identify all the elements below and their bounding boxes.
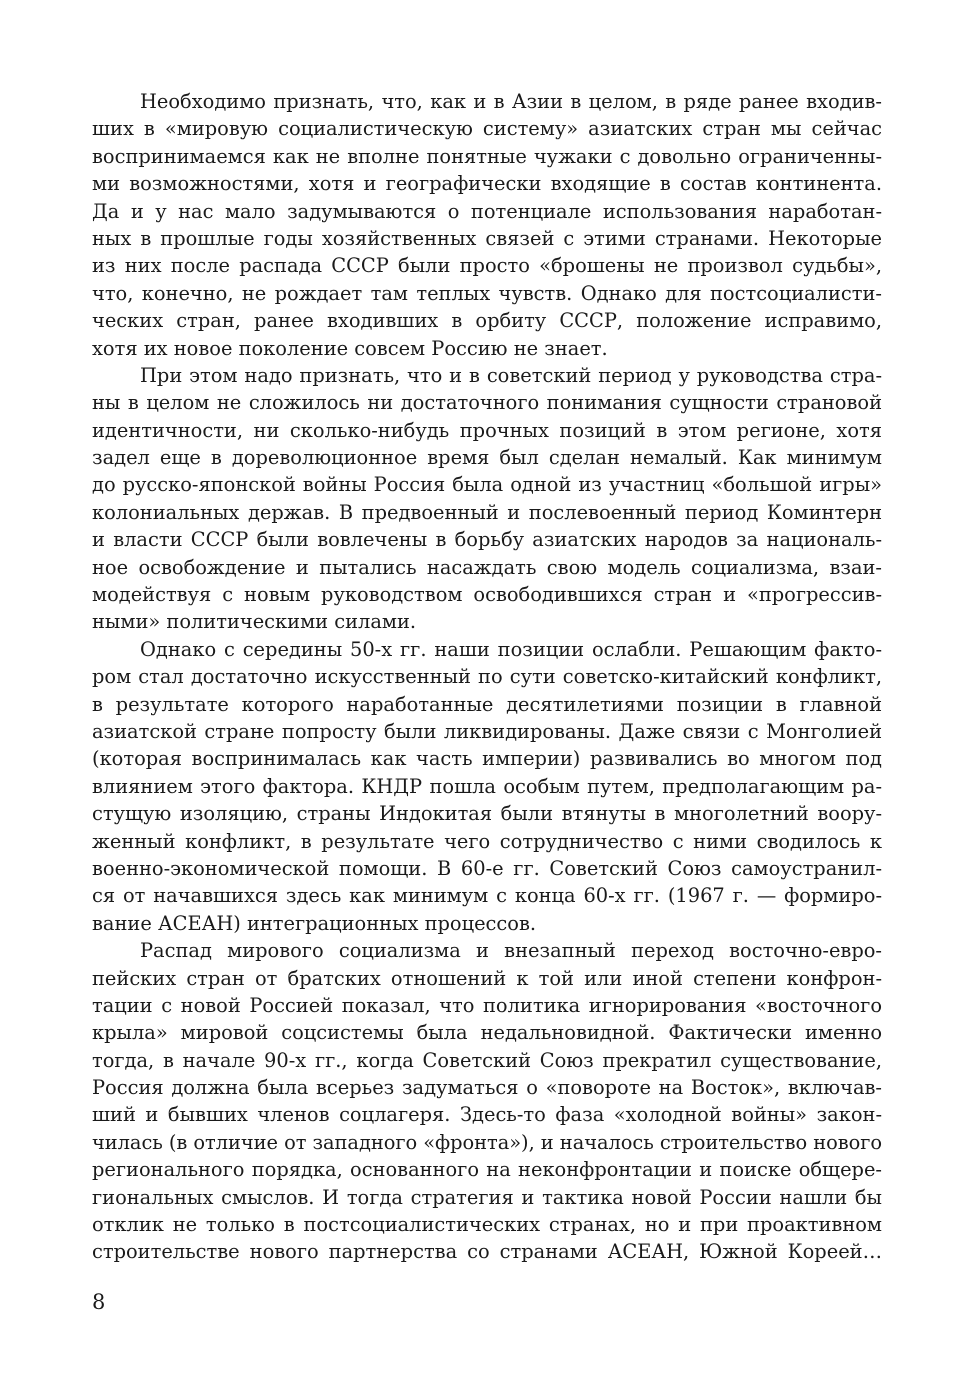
paragraph-3-line-11: вание АСЕАН) интеграционных процессов. (92, 911, 537, 935)
paragraph-4-line-11: отклик не только в постсоциалистических странах, но и при проактивном (92, 1213, 882, 1237)
paragraph-1-line-3: воспринимаемся как не вполне понятные чужаки с довольно ограниченны- (92, 144, 882, 168)
paragraph-3-line-4: азиатской стране попросту были ликвидированы. Даже связи с Монголией (92, 719, 882, 743)
paragraph-4-line-7: ший и бывших членов соцлагеря. Здесь-то фаза «холодной войны» закон- (92, 1103, 882, 1127)
paragraph-2-line-6: колониальных держав. В предвоенный и послевоенный период Коминтерн (92, 500, 882, 524)
paragraph-2-line-8: ное освобождение и пытались насаждать свою модель социализма, взаи- (92, 555, 882, 579)
paragraph-2-line-4: задел еще в дореволюционное время был сделан немалый. Как минимум (92, 446, 882, 470)
paragraph-4-line-12: строительстве нового партнерства со странами АСЕАН, Южной Кореей… (92, 1240, 882, 1264)
paragraph-1-line-1: Необходимо признать, что, как и в Азии в целом, в ряде ранее входив- (140, 90, 882, 113)
page-number: 8 (92, 1290, 106, 1314)
paragraph-4-line-8: чилась (в отличие от западного «фронта»), и началось строительство нового (92, 1130, 882, 1154)
paragraph-3-line-2: ром стал достаточно искусственный по сути советско-китайский конфликт, (92, 665, 882, 689)
paragraph-1-line-5: Да и у нас мало задумываются о потенциале использования наработан- (92, 199, 882, 223)
paragraph-2-line-3: идентичности, ни сколько-нибудь прочных позиций в этом регионе, хотя (92, 418, 882, 442)
paragraph-1-line-2: ших в «мировую социалистическую систему» азиатских стран мы сейчас (92, 117, 882, 141)
paragraph-4-line-1: Распад мирового социализма и внезапный переход восточно-евро- (140, 939, 882, 963)
paragraph-1-line-7: из них после распада СССР были просто «брошены не произвол судьбы», (92, 254, 882, 278)
paragraph-2-line-7: и власти СССР были вовлечены в борьбу азиатских народов за националь- (92, 528, 882, 552)
paragraph-3-line-1: Однако с середины 50-х гг. наши позиции ослабли. Решающим факто- (140, 637, 882, 661)
paragraph-3-line-9: военно-экономической помощи. В 60-е гг. Советский Союз самоустранил- (92, 856, 882, 880)
paragraph-4-line-5: тогда, в начале 90-х гг., когда Советский Союз прекратил существование, (92, 1048, 882, 1072)
paragraph-4-line-6: Россия должна была всерьез задуматься о «повороте на Восток», включав- (92, 1076, 882, 1100)
paragraph-1-line-4: ми возможностями, хотя и географически входящие в состав континента. (92, 172, 882, 196)
paragraph-2-line-5: до русско-японской войны Россия была одной из участниц «большой игры» (92, 473, 882, 497)
paragraph-3-line-5: (которая воспринималась как часть империи) развивались во многом под (92, 747, 882, 771)
paragraph-2-line-1: При этом надо признать, что и в советский период у руководства стра- (140, 363, 882, 387)
body-text (92, 88, 882, 1266)
paragraph-4-line-9: регионального порядка, основанного на неконфронтации и поиске общере- (92, 1158, 882, 1182)
paragraph-4-line-2: пейских стран от братских отношений к той или иной степени конфрон- (92, 966, 882, 990)
paragraph-1-line-6: ных в прошлые годы хозяйственных связей с этими странами. Некоторые (92, 226, 882, 250)
paragraph-1-line-10: хотя их новое поколение совсем Россию не знает. (92, 336, 608, 360)
paragraph-4-line-4: крыла» мировой соцсистемы была недальновидной. Фактически именно (92, 1021, 882, 1045)
paragraph-2-line-9: модействуя с новым руководством освободившихся стран и «прогрессив- (92, 583, 882, 607)
paragraph-3-line-6: влиянием этого фактора. КНДР пошла особым путем, предполагающим ра- (92, 774, 882, 798)
paragraph-3-line-10: ся от начавшихся здесь как минимум с конца 60-х гг. (1967 г. — формиро- (92, 884, 882, 908)
paragraph-2-line-2: ны в целом не сложилось ни достаточного понимания сущности страновой (92, 391, 882, 415)
paragraph-3-line-8: женный конфликт, в результате чего сотрудничество с ними сводилось к (92, 829, 882, 853)
paragraph-2-line-10: ными» политическими силами. (92, 610, 417, 634)
paragraph-4-line-10: гиональных смыслов. И тогда стратегия и тактика новой России нашли бы (92, 1185, 882, 1209)
paragraph-3-line-3: в результате которого наработанные десятилетиями позиции в главной (92, 692, 882, 716)
paragraph-3-line-7: стущую изоляцию, страны Индокитая были втянуты в многолетний воору- (92, 802, 882, 826)
paragraph-4-line-3: тации с новой Россией показал, что политика игнорирования «восточного (92, 993, 882, 1017)
paragraph-1-line-9: ческих стран, ранее входивших в орбиту СССР, положение исправимо, (92, 309, 882, 333)
paragraph-1-line-8: что, конечно, не рождает там теплых чувств. Однако для постсоциалисти- (92, 281, 882, 305)
